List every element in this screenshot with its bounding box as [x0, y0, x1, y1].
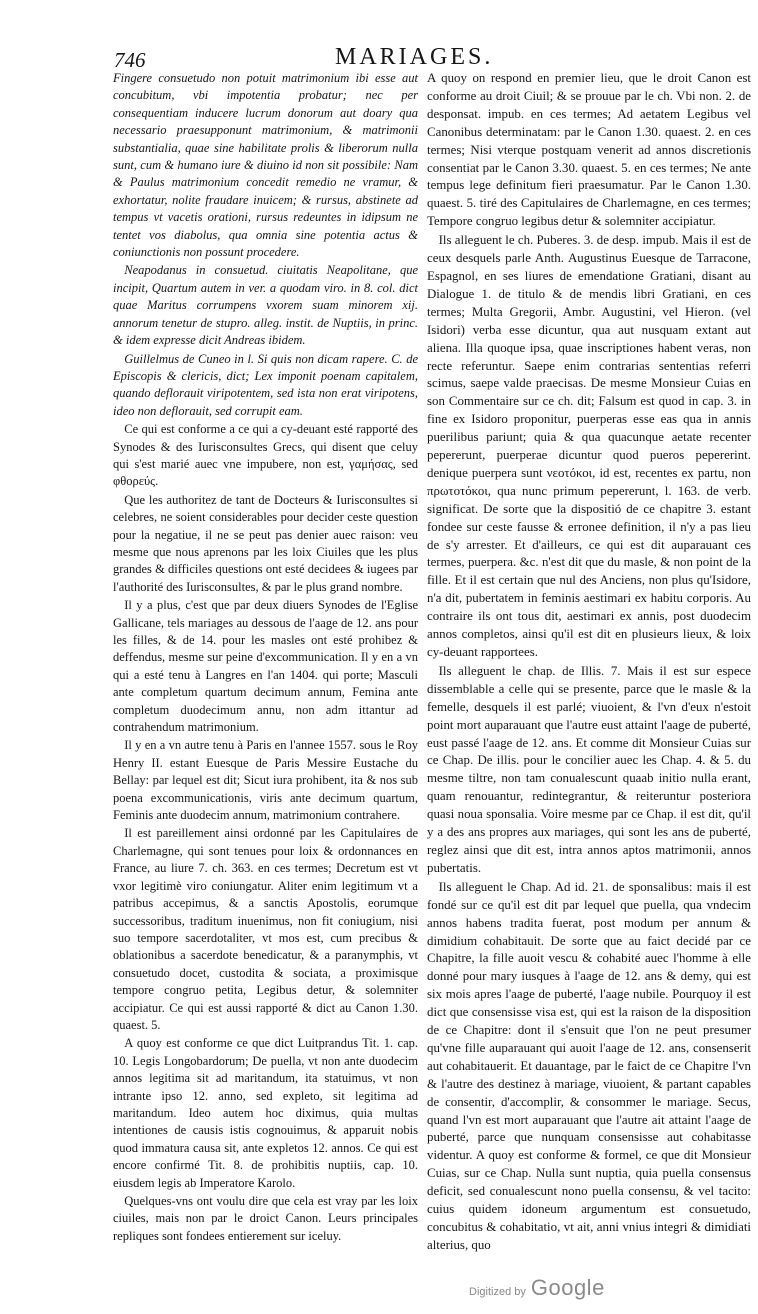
paragraph: Il y a plus, c'est que par deux diuers Synodes de l'Eglise Gallicane, tels mariages au dessous de l'aage de 12. ans pour les filles, & de 14. pour les masles ont esté prohibez & deffendus, mesme sur peine d'excommunication. Il y en a vn qui a esté tenu à Langres en l'an 1404. qui porte; Masculi ante completum quartum decimum annum, Femina ante completum duodecimum annu, non adm ittantur ad contrahendum matrimonium. [113, 598, 418, 735]
paragraph: Ils alleguent le ch. Puberes. 3. de desp. impub. Mais il est de ceux desquels parle Anth. Augustinus Euesque de Tarracone, Espagnol, en ses liures de emendatione Gratiani, disant au Dialogue 1. de titulo & de mendis libri Gratiani, en ces termes; Multa Gregorii, Ambr. Augustini, vel Hieron. (vel Isidori) verba esse dicuntur, qua aut nusquam extant aut aliena. Illa quoque ipsa, quae inscriptiones habent veras, non recte referuntur. Saepe enim contrarias sententias referri scimus, saepe valde praecisas. De mesme Monsieur Cuias en son Commentaire sur ce ch. dit; Falsum est quod in cap. 3. in fine ex Isidoro proponitur, puerperas esse eas qua in annis puerilibus pariunt; quia & qua quacunque aetate recenter pepererunt, puerperae dicuntur quod pueros pepererint. denique puerpera sunt νεοτόκοι, id est, recentes ex partu, non πρωτοτόκοι, qua nunc primum pepererunt, l. 163. de verb. significat. De sorte que la dispositió de ce chapitre 3. estant fondee sur ceste fausse & erronee definition, il n'y a pas lieu de s'y arrester. Et d'ailleurs, ce qui est dit auparauant ces termes, puerpera. &c. n'est dit que du masle, & non point de la fille. Et il est certain que nul des Anciens, non plus qu'Isidore, n'a dit, pubertatem in feminis aestimari ex habitu corporis. Au contraire ils ont tous dit, aestimari ex annis, post duodecim annos completos, ainsi qu'il est dit en plusieurs lieux, & loix cy-deuant rapportees. [427, 233, 751, 659]
paragraph: Ils alleguent le Chap. Ad id. 21. de sponsalibus: mais il est fondé sur ce qu'il est dit par lequel que puella, qua vndecim annos habens tradita fuerat, post modum per annum & dimidium cohabitauit. De sorte que au faict decidé par ce Chapitre, la fille auoit vescu & cohabité auec l'homme à elle donné pour mary iusques à l'aage de 12. ans & demy, qui est six mois apres l'aage de puberté, l'aage nubile. Pourquoy il est dict que consensisse visa est, qui est la raison de la disposition de ce Chapitre: dont il s'ensuit que l'on ne peut presumer qu'vne fille auparauant qui auoit l'aage de 12. ans, consenserit aut cohabitauerit. Et dauantage, par le faict de ce Chapitre l'vn & l'autre des destinez à mariage, viuoient, & partant capables de consentir, d'accomplir, & consommer le mariage. Secus, quand l'vn est mort auparauant que l'autre ait attaint l'aage de puberté, parce que nunquam consensisse aut cohabitasse videntur. A quoy est conforme & formel, ce que dit Monsieur Cuias, sur ce Chap. Nulla sunt nuptia, quia puella consensus deficit, sed conualescunt nono puella consensu, & vel tacito: cuius quidem idoneum argumentum est consuetudo, concubitus & cohabitatio, vt ait, anni vnius integri & dimidiati alterius, quo [427, 879, 751, 1252]
paragraph: A quoy on respond en premier lieu, que le droit Canon est conforme au droit Ciuil; & se prouue par le ch. Vbi non. 2. de desponsat. impub. en ces termes; Ad aetatem Legibus vel Canonibus determinatam: par le Canon 1.30. quaest. 2. en ces termes; Nisi vterque postquam venerit ad annos discretionis consentiat par le Canon 3.30. quaest. 5. en ces termes; Ne ante tempus lege definitum fieri praesumatur. Par le Canon 1.30. quaest. 5. tiré des Capitulaires de Charlemagne, en ces termes; Tempore congruo legibus detur & solemniter accipiatur. [427, 71, 751, 229]
paragraph: Fingere consuetudo non potuit matrimonium ibi esse aut concubitum, vbi impotentia probatur; nec per consequentiam inducere lucrum donorum aut doary qua necessario praesupponunt matrimonium, & matrimonii substantialia, quae sine habilitate prolis & liberorum nulla sunt, cum & humano iure & diuino id non sit possibile: Nam & Paulus matrimonium concedit remedio ne vramur, & exhortatur, nolite fraudare inuicem; & rursus, abstinete ad tempus vt vacetis orationi, rursus redeuntes in idipsum ne tentet vos diabolus, qua omnia sine potentia actus & coniunctionis non possunt procedere. [113, 71, 418, 260]
paragraph: Ils alleguent le chap. de Illis. 7. Mais il est sur espece dissemblable a celle qui se presente, parce que le masle & la femelle, desquels il est parlé; viuoient, & l'vn d'eux n'estoit point mort auparauant que l'autre eust attaint l'aage de puberté, eust passé l'aage de 12. ans. Et comme dit Monsieur Cuias sur ce Chap. De illis. pour le concilier auec les Chap. 4. & 5. du mesme tiltre, non tam conualescunt quaab initio nulla erant, quam renouantur, redintegrantur, & reiteruntur posteriora quasi noua sponsalia. Voire mesme par ce Chap. il est dit, qu'il y a des ans propres aux mariages, qui sont les ans de puberté, reglez ainsi que dit est, intra annos aptos matrimonii, annos pubertatis. [427, 663, 751, 875]
paragraph: A quoy est conforme ce que dict Luitprandus Tit. 1. cap. 10. Legis Longobardorum; De puella, vt non ante duodecim annos legitima sit ad maritandum, ita statuimus, vt non intrante ipso 12. anno, sed expleto, sit legitima ad maritandum. Ideo autem hoc diximus, quia multas intentiones de causis istis cognouimus, & apparuit nobis quod immatura causa sit, ante expletos 12. annos. Ce qui est encore confirmé Tit. 8. de prohibitis nuptiis, cap. 10. eiusdem legis ab Imperatore Karolo. [113, 1036, 418, 1190]
paragraph: Quelques-vns ont voulu dire que cela est vray par les loix ciuiles, mais non par le droict Canon. Leurs principales repliques sont fondees entierement sur iceluy. [113, 1194, 418, 1243]
paragraph: Ce qui est conforme a ce qui a cy-deuant esté rapporté des Synodes & des Iurisconsultes Grecs, qui disent que celuy qui s'est marié auec vne impubere, non est, γαμήσας, sed φθορεύς. [113, 422, 418, 489]
paragraph: Que les authoritez de tant de Docteurs & Iurisconsultes si celebres, ne soient considerables pour decider ceste question pour la negatiue, il ne se peut pas denier auec raison: veu mesme que nous aprenons par les loix Ciuiles que les plus grandes & difficiles questions ont esté decidees & iugees par l'authorité des Iurisconsultes, & par le plus grand nombre. [113, 492, 418, 594]
paragraph: Il est pareillement ainsi ordonné par les Capitulaires de Charlemagne, qui sont tenues pour loix & ordonnances en France, au liure 7. ch. 363. en ces termes; Decretum est vt vxor legitimè viro coniungatur. Aliter enim legitimum vt a patribus accepimus, & a sanctis Apostolis, eorumque successoribus, traditum inuenimus, non fit coniugium, nisi suo tempore sacerdotaliter, vt mos est, cum precibus & oblationibus a sacerdote benedicatur, & a paranymphis, vt consuetudo docet, custodita & sociata, a proximisque tempore congruo petita, Legibus detur, & solemniter accipiatur. Ce qui est aussi rapporté & dict au Canon 1.30. quaest. 5. [113, 826, 418, 1032]
watermark-label: Digitized by [469, 1286, 526, 1298]
digitization-watermark [469, 1275, 605, 1301]
paragraph: Guillelmus de Cuneo in l. Si quis non dicam rapere. C. de Episcopis & clericis, dict; Lex imponit poenam capitalem, quando deflorauit viripotentem, sed ista non erat viripotens, ideo non deflorauit, sed corrupit eam. [113, 351, 418, 418]
running-title: MARIAGES. [335, 44, 494, 70]
page-number: 746 [114, 48, 146, 72]
paragraph: Neapodanus in consuetud. ciuitatis Neapolitane, que incipit, Quartum autem in ver. a quodam viro. in 8. col. dict quae Maritus corrumpens vxorem suam minorem xij. annorum tenetur de stupro. alleg. instit. de Nuptiis, in princ. & idem expresse dicit Andreas ibidem. [113, 263, 418, 348]
google-logo: Google [530, 1275, 605, 1300]
left-column [113, 70, 418, 1246]
right-column [427, 70, 751, 1256]
paragraph: Il y en a vn autre tenu à Paris en l'annee 1557. sous le Roy Henry II. estant Euesque de Paris Messire Eustache du Bellay: par lequel est dit; Sicut iura prohibent, ita & nos sub poena excommunicationis, viris ante decimum quartum, Feminis ante duodecim annum, matrimonium contrahere. [113, 738, 418, 823]
